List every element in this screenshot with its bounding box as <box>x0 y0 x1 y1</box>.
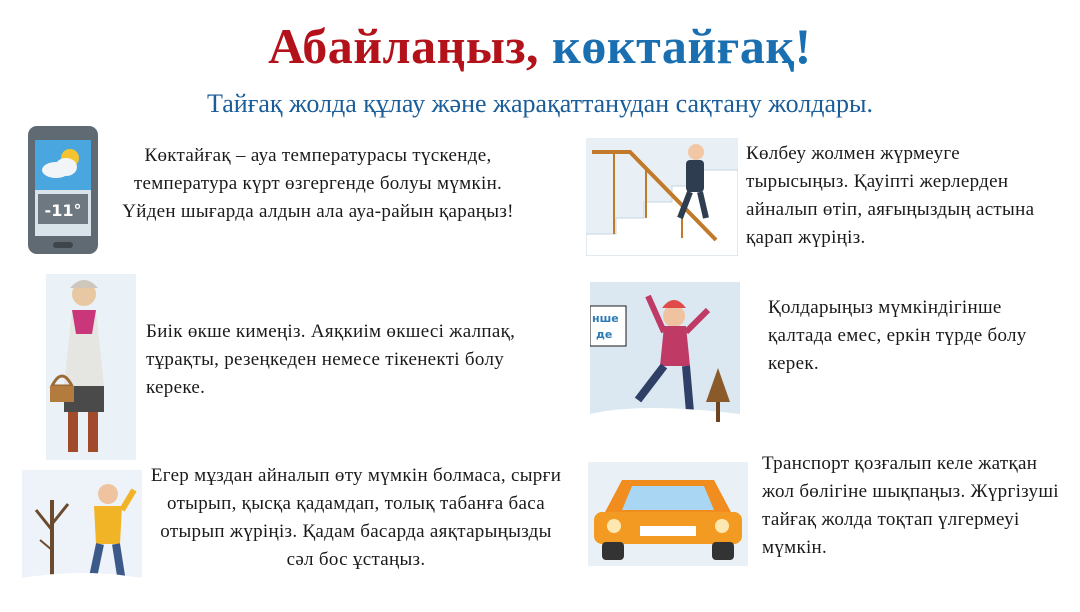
title-ice-word: көктайғақ! <box>552 18 812 74</box>
car-illustration <box>588 462 748 566</box>
winter-walker-illustration <box>22 470 142 590</box>
woman-boots-illustration <box>46 274 136 460</box>
tip-4-text: Қолдарыңыз мүмкіндігінше қалтада емес, еркін түрде болу керек. <box>768 297 1027 374</box>
stairs-illustration <box>586 138 738 256</box>
weather-phone-illustration <box>26 124 100 256</box>
sign-line-1: нше <box>592 312 619 325</box>
tip-6-text: Транспорт қозғалып келе жатқан жол бөлігіне шықпаңыз. Жүргізуші тайғақ жолда тоқтап үлгермеуі мүмкін. <box>762 453 1059 558</box>
tip-3-text: Биік өкше кимеңіз. Аяқкиім өкшесі жалпақ, тұрақты, резеңкеден немесе тікенекті болу кереке. <box>146 321 516 398</box>
phone-temperature: -11° <box>44 201 82 220</box>
page-subtitle: Тайғақ жолда құлау және жарақаттанудан сақтану жолдары. <box>207 89 873 118</box>
tip-5-text: Егер мұздан айналып өту мүмкін болмаса, сырғи отырып, қысқа қадамдап, толық табанға баса отырып жүріңіз. Қадам басарда аяқтарыңызды сәл бос ұстаңыз. <box>150 465 562 570</box>
page-title <box>0 14 1080 78</box>
sign-line-2: де <box>596 328 613 341</box>
tip-1-text: Көктайғақ – ауа температурасы түскенде, температура күрт өзгергенде болуы мүмкін. Үйден шығарда алдын ала ауа-райын қараңыз! <box>122 145 514 222</box>
tip-2-text: Көлбеу жолмен жүрмеуге тырысыңыз. Қауіпті жерлерден айналып өтіп, аяғыңыздың астына қарап жүріңіз. <box>746 143 1035 248</box>
slipping-woman-illustration <box>590 282 740 432</box>
title-warning-word: Абайлаңыз, <box>268 18 540 74</box>
